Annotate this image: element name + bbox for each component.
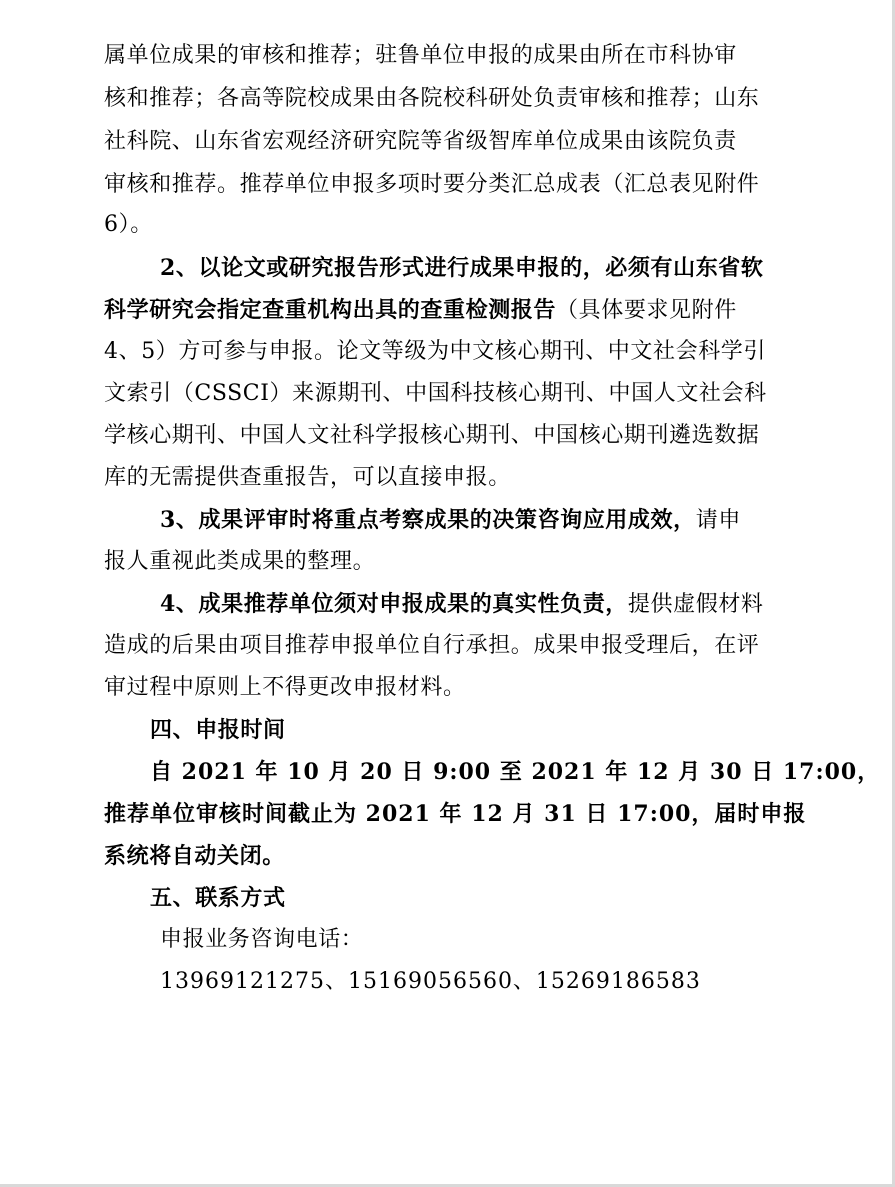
paragraph-line [0,42,895,70]
bold-text-segment: 2、以论文或研究报告形式进行成果申报的，必须有山东省软 [160,255,764,281]
paragraph-line [0,632,895,660]
paragraph-line [0,674,895,702]
paragraph-line [0,422,895,450]
bold-text-segment: 3、成果评审时将重点考察成果的决策咨询应用成效， [160,507,696,533]
text-segment: 请申 [695,508,741,533]
section-heading [0,884,895,913]
text-segment: 提供虚假材料 [627,592,764,617]
bold-text-segment: 科学研究会指定查重机构出具的查重检测报告 [104,297,557,323]
paragraph-line [0,211,895,239]
text-segment: 4、5）方可参与申报。论文等级为中文核心期刊、中文社会科学引 [104,339,766,364]
section-heading-text: 五、联系方式 [150,885,286,911]
text-segment: 学核心期刊、中国人文社科学报核心期刊、中国核心期刊遴选数据 [104,423,760,448]
section-heading-text: 四、申报时间 [150,717,286,743]
paragraph-line [0,338,895,366]
text-segment: 社科院、山东省宏观经济研究院等省级智库单位成果由该院负责 [104,129,737,154]
paragraph-line [0,506,895,535]
bold-text-segment: 自 2021 年 10 月 20 日 9:00 至 2021 年 12 月 30 日 17:00， [150,759,881,785]
paragraph-line [0,800,895,829]
text-segment: 报人重视此类成果的整理。 [104,549,376,574]
text-segment: 造成的后果由项目推荐申报单位自行承担。成果申报受理后，在评 [104,633,760,658]
paragraph-line [0,758,895,787]
text-segment: 审过程中原则上不得更改申报材料。 [104,675,466,700]
paragraph-line [0,590,895,619]
text-segment: （具体要求见附件 [556,298,737,323]
paragraph-line [0,842,895,871]
text-segment: 6）。 [104,212,153,237]
paragraph-line [0,296,895,325]
section-heading [0,716,895,745]
paragraph-line [0,548,895,576]
text-segment: 申报业务咨询电话： [160,927,364,952]
text-segment: 库的无需提供查重报告，可以直接申报。 [104,465,511,490]
paragraph-line [0,171,895,199]
text-segment: 文索引（CSSCI）来源期刊、中国科技核心期刊、中国人文社会科 [104,381,767,406]
paragraph-line [0,380,895,408]
text-segment: 属单位成果的审核和推荐；驻鲁单位申报的成果由所在市科协审 [104,43,737,68]
bold-text-segment: 系统将自动关闭。 [104,843,285,869]
paragraph-line [0,464,895,492]
bold-text-segment: 4、成果推荐单位须对申报成果的真实性负责， [160,591,628,617]
phone-numbers-text: 13969121275、15169056560、15269186583 [160,969,701,994]
text-segment: 核和推荐；各高等院校成果由各院校科研处负责审核和推荐；山东 [104,86,760,111]
paragraph-line [0,85,895,113]
text-segment: 审核和推荐。推荐单位申报多项时要分类汇总成表（汇总表见附件 [104,172,760,197]
paragraph-line [0,128,895,156]
contact-phone-numbers [0,968,895,996]
contact-label [0,926,895,954]
paragraph-line [0,254,895,283]
bold-text-segment: 推荐单位审核时间截止为 2021 年 12 月 31 日 17:00，届时申报 [104,801,807,827]
